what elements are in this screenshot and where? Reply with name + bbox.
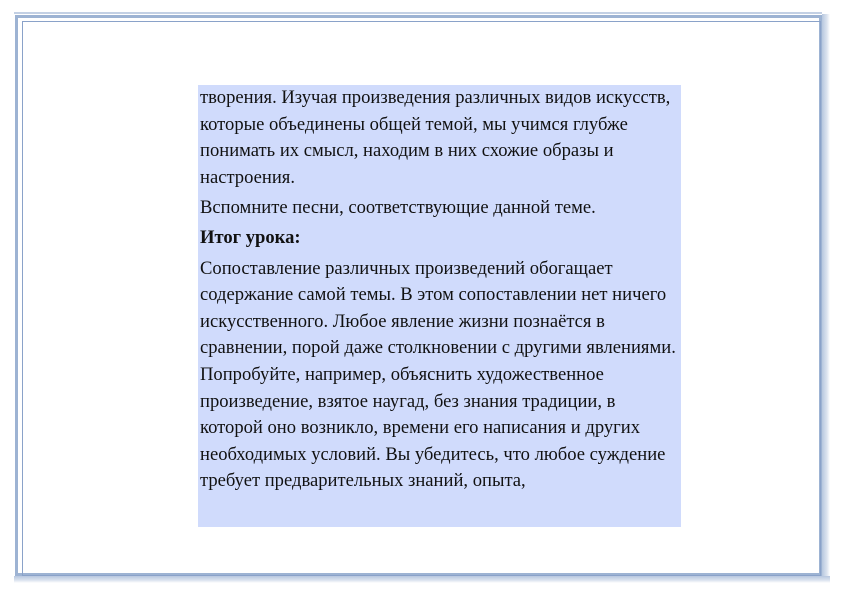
paragraph-summary: Сопоставление различных произведений обогащает содержание самой темы. В этом сопоставлении нет ничего искусственного. Любое явление жизни познаётся в сравнении, порой даже столкновении с другими явлениями. Попробуйте, например, объяснить художественное произведение, взятое наугад, без знания традиции, в которой оно возникло, времени его написания и других необходимых условий. Вы убедитесь, что любое суждение требует предварительных знаний, опыта, (200, 257, 676, 492)
frame-right-shadow (822, 14, 830, 582)
paragraph-intro: творения. Изучая произведения различных видов искусств, которые объединены общей темой, мы учимся глубже понимать их смысл, находим в них схожие образы и настроения. (200, 87, 671, 188)
frame-bottom-shadow (14, 576, 830, 583)
paragraph-songs-prompt: Вспомните песни, соответствующие данной теме. (200, 197, 596, 219)
frame-top-line (14, 12, 822, 14)
lesson-summary-heading: Итог урока: (200, 226, 301, 248)
lesson-text-box (198, 85, 681, 527)
